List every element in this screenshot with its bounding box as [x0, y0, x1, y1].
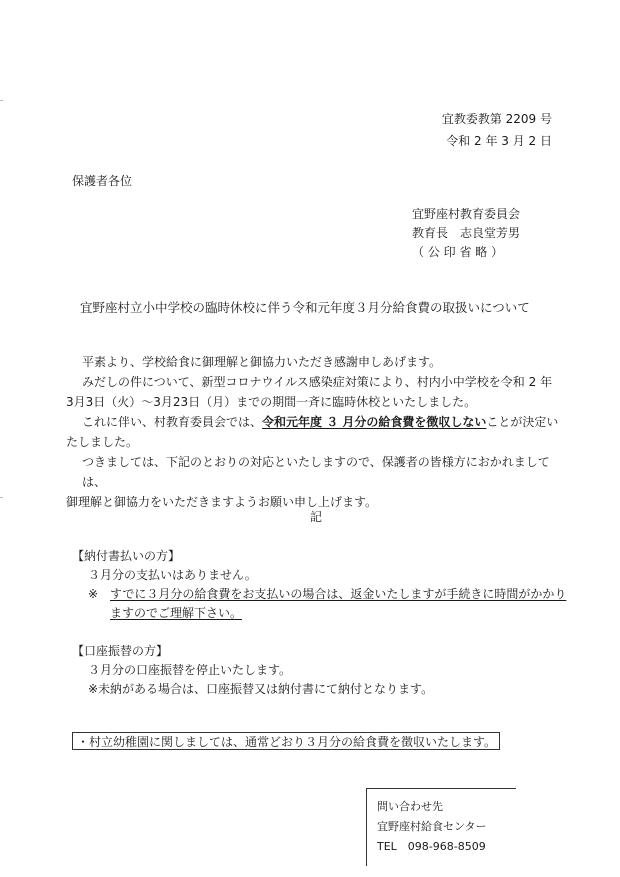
seal-omitted: （ 公 印 省 略 ） — [412, 245, 504, 259]
body-paragraph-4-cont: 御理解と御協力をいただきますようお願い申し上げます。 — [66, 495, 378, 509]
section-payment-slip-heading: 【納付書払いの方】 — [72, 549, 181, 563]
scan-mark — [0, 497, 3, 498]
sender-org: 宜野座村教育委員会 — [412, 207, 521, 221]
section-payment-slip-note-mark: ※ — [88, 587, 99, 601]
contact-label: 問い合わせ先 — [377, 800, 443, 813]
section-bank-transfer-line: ３月分の口座振替を停止いたします。 — [88, 663, 292, 677]
body-paragraph-3-cont: たしました。 — [66, 435, 139, 449]
document-number: 宜教委教第 2209 号 — [441, 112, 552, 126]
scan-mark — [0, 100, 3, 101]
body-text — [66, 352, 566, 512]
contact-box — [366, 788, 516, 866]
kindergarten-note: ・村立幼稚園に関しましては、通常どおり３月分の給食費を徴収いたします。 — [72, 732, 500, 750]
emphasis-no-fee: 令和元年度 ３ 月分の給食費を徴収しない — [262, 415, 487, 429]
body-paragraph-2: みだしの件について、新型コロナウイルス感染症対策により、村内小中学校を令和 2 年 — [82, 375, 553, 389]
body-paragraph-1: 平素より、学校給食に御理解と御協力いただき感謝申しあげます。 — [82, 355, 442, 369]
section-payment-slip-note-cont: ますのでご理解下さい。 — [110, 606, 243, 620]
body-paragraph-3: これに伴い、村教育委員会では、令和元年度 ３ 月分の給食費を徴収しないことが決定い — [82, 415, 559, 429]
document-date: 令和 2 年 3 月 2 日 — [446, 134, 552, 148]
ki-heading: 記 — [310, 510, 323, 524]
recipient: 保護者各位 — [72, 174, 133, 188]
body-paragraph-4: つきましては、下記のとおりの対応といたしますので、保護者の皆様方におかれましては、 — [82, 455, 550, 489]
section-payment-slip-note: すでに３月分の給食費をお支払いの場合は、返金いたしますが手続きに時間がかかり — [110, 587, 567, 601]
contact-name: 宜野座村給食センター — [377, 820, 487, 833]
document-title: 宜野座村立小中学校の臨時休校に伴う令和元年度３月分給食費の取扱いについて — [80, 300, 530, 315]
section-bank-transfer-note: ※未納がある場合は、口座振替又は納付書にて納付となります。 — [88, 682, 434, 696]
contact-tel: TEL 098-968-8509 — [377, 840, 486, 853]
section-payment-slip-line: ３月分の支払いはありません。 — [88, 568, 257, 582]
section-bank-transfer-heading: 【口座振替の方】 — [72, 644, 169, 658]
body-paragraph-2-cont: 3月3日（火）～3月23日（月）までの期間一斉に臨時休校といたしました。 — [66, 395, 477, 409]
sender-person: 教育長 志良堂芳男 — [412, 226, 521, 240]
